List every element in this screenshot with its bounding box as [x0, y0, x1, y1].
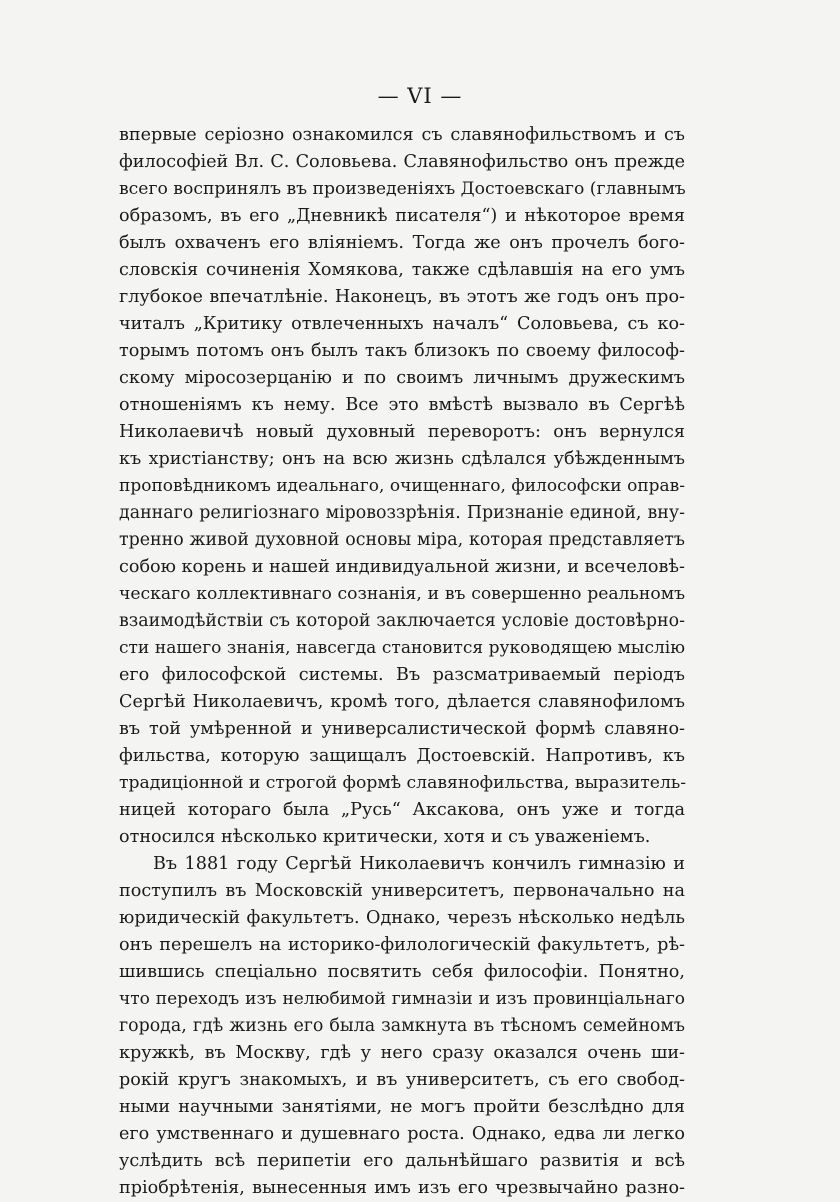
text-line: словскiя сочиненiя Хомякова, также сдѣлавшiя на его умъ [119, 260, 685, 280]
text-line: Сергѣй Николаевичъ, кромѣ того, дѣлается славянофиломъ [119, 692, 685, 712]
text-line: поступилъ въ Московскiй университетъ, первоначально на [119, 881, 685, 901]
text-line: фильства, которую защищалъ Достоевскiй. Напротивъ, къ [119, 746, 685, 766]
text-line: шившись спецiально посвятить себя философiи. Понятно, [119, 962, 685, 982]
text-line: относился нѣсколько критически, хотя и съ уваженiемъ. [119, 827, 651, 847]
text-line: проповѣдникомъ идеальнаго, очищеннаго, философски оправ- [119, 476, 685, 496]
text-line: всего воспринялъ въ произведенiяхъ Достоевскаго (главнымъ [119, 179, 686, 199]
text-line: впервые серiозно ознакомился съ славянофильствомъ и съ [119, 125, 685, 145]
text-line: города, гдѣ жизнь его была замкнута въ тѣсномъ семейномъ [119, 1016, 685, 1036]
text-line: къ христiанству; онъ на всю жизнь сдѣлался убѣжденнымъ [119, 449, 685, 469]
text-line: взаимодѣйствiи съ которой заключается условiе достовѣрно- [119, 611, 685, 631]
text-line: услѣдить всѣ перипетiи его дальнѣйшаго развитiя и всѣ [119, 1151, 685, 1171]
text-line: Въ 1881 году Сергѣй Николаевичъ кончилъ гимназiю и [153, 854, 685, 874]
text-line: его философской системы. Въ разсматриваемый перiодъ [119, 665, 685, 685]
text-line: въ той умѣренной и универсалистической формѣ славяно- [119, 719, 685, 739]
text-line: торымъ потомъ онъ былъ такъ близокъ по своему философ- [119, 341, 685, 361]
text-line: прiобрѣтенiя, вынесенныя имъ изъ его чрезвычайно разно- [119, 1178, 685, 1198]
text-line: даннаго религiознаго мiровоззрѣнiя. Признанiе единой, вну- [119, 503, 685, 523]
text-line: читалъ „Критику отвлеченныхъ началъ“ Соловьева, съ ко- [119, 314, 685, 334]
text-line: глубокое впечатлѣнiе. Наконецъ, въ этотъ же годъ онъ про- [119, 287, 685, 307]
text-line: собою корень и нашей индивидуальной жизни, и всечеловѣ- [119, 557, 685, 577]
text-line: его умственнаго и душевнаго роста. Однако, едва ли легко [119, 1124, 685, 1144]
text-line: сти нашего знанiя, навсегда становится руководящею мыслiю [119, 638, 685, 658]
page-number-header: — VI — [377, 84, 463, 108]
text-line: ческаго коллективнаго сознанiя, и въ совершенно реальномъ [119, 584, 685, 604]
text-line: Николаевичѣ новый духовный переворотъ: онъ вернулся [119, 422, 685, 442]
text-line: что переходъ изъ нелюбимой гимназiи и изъ провинцiальнаго [119, 989, 685, 1009]
text-line: юридическiй факультетъ. Однако, черезъ нѣсколько недѣль [119, 908, 685, 928]
page-body-text [119, 122, 685, 1202]
text-line: онъ перешелъ на историко-филологическiй факультетъ, рѣ- [119, 935, 685, 955]
text-line: философiей Вл. С. Соловьева. Славянофильство онъ прежде [119, 152, 685, 172]
text-line: скому мiросозерцанiю и по своимъ личнымъ дружескимъ [119, 368, 685, 388]
text-line: ными научными занятiями, не могъ пройти безслѣдно для [119, 1097, 685, 1117]
text-line: отношенiямъ къ нему. Все это вмѣстѣ вызвало въ Сергѣѣ [119, 395, 685, 415]
text-line: традицiонной и строгой формѣ славянофильства, выразитель- [119, 773, 687, 793]
text-line: рокiй кругъ знакомыхъ, и въ университетъ, съ его свобод- [119, 1070, 685, 1090]
text-line: тренно живой духовной основы мiра, которая представляетъ [119, 530, 685, 550]
text-line: ницей котораго была „Русь“ Аксакова, онъ уже и тогда [119, 800, 685, 820]
text-line: былъ охваченъ его влiянiемъ. Тогда же онъ прочелъ бого- [119, 233, 685, 253]
text-line: образомъ, въ его „Дневникѣ писателя“) и нѣкоторое время [119, 206, 685, 226]
text-line: кружкѣ, въ Москву, гдѣ у него сразу оказался очень ши- [119, 1043, 685, 1063]
